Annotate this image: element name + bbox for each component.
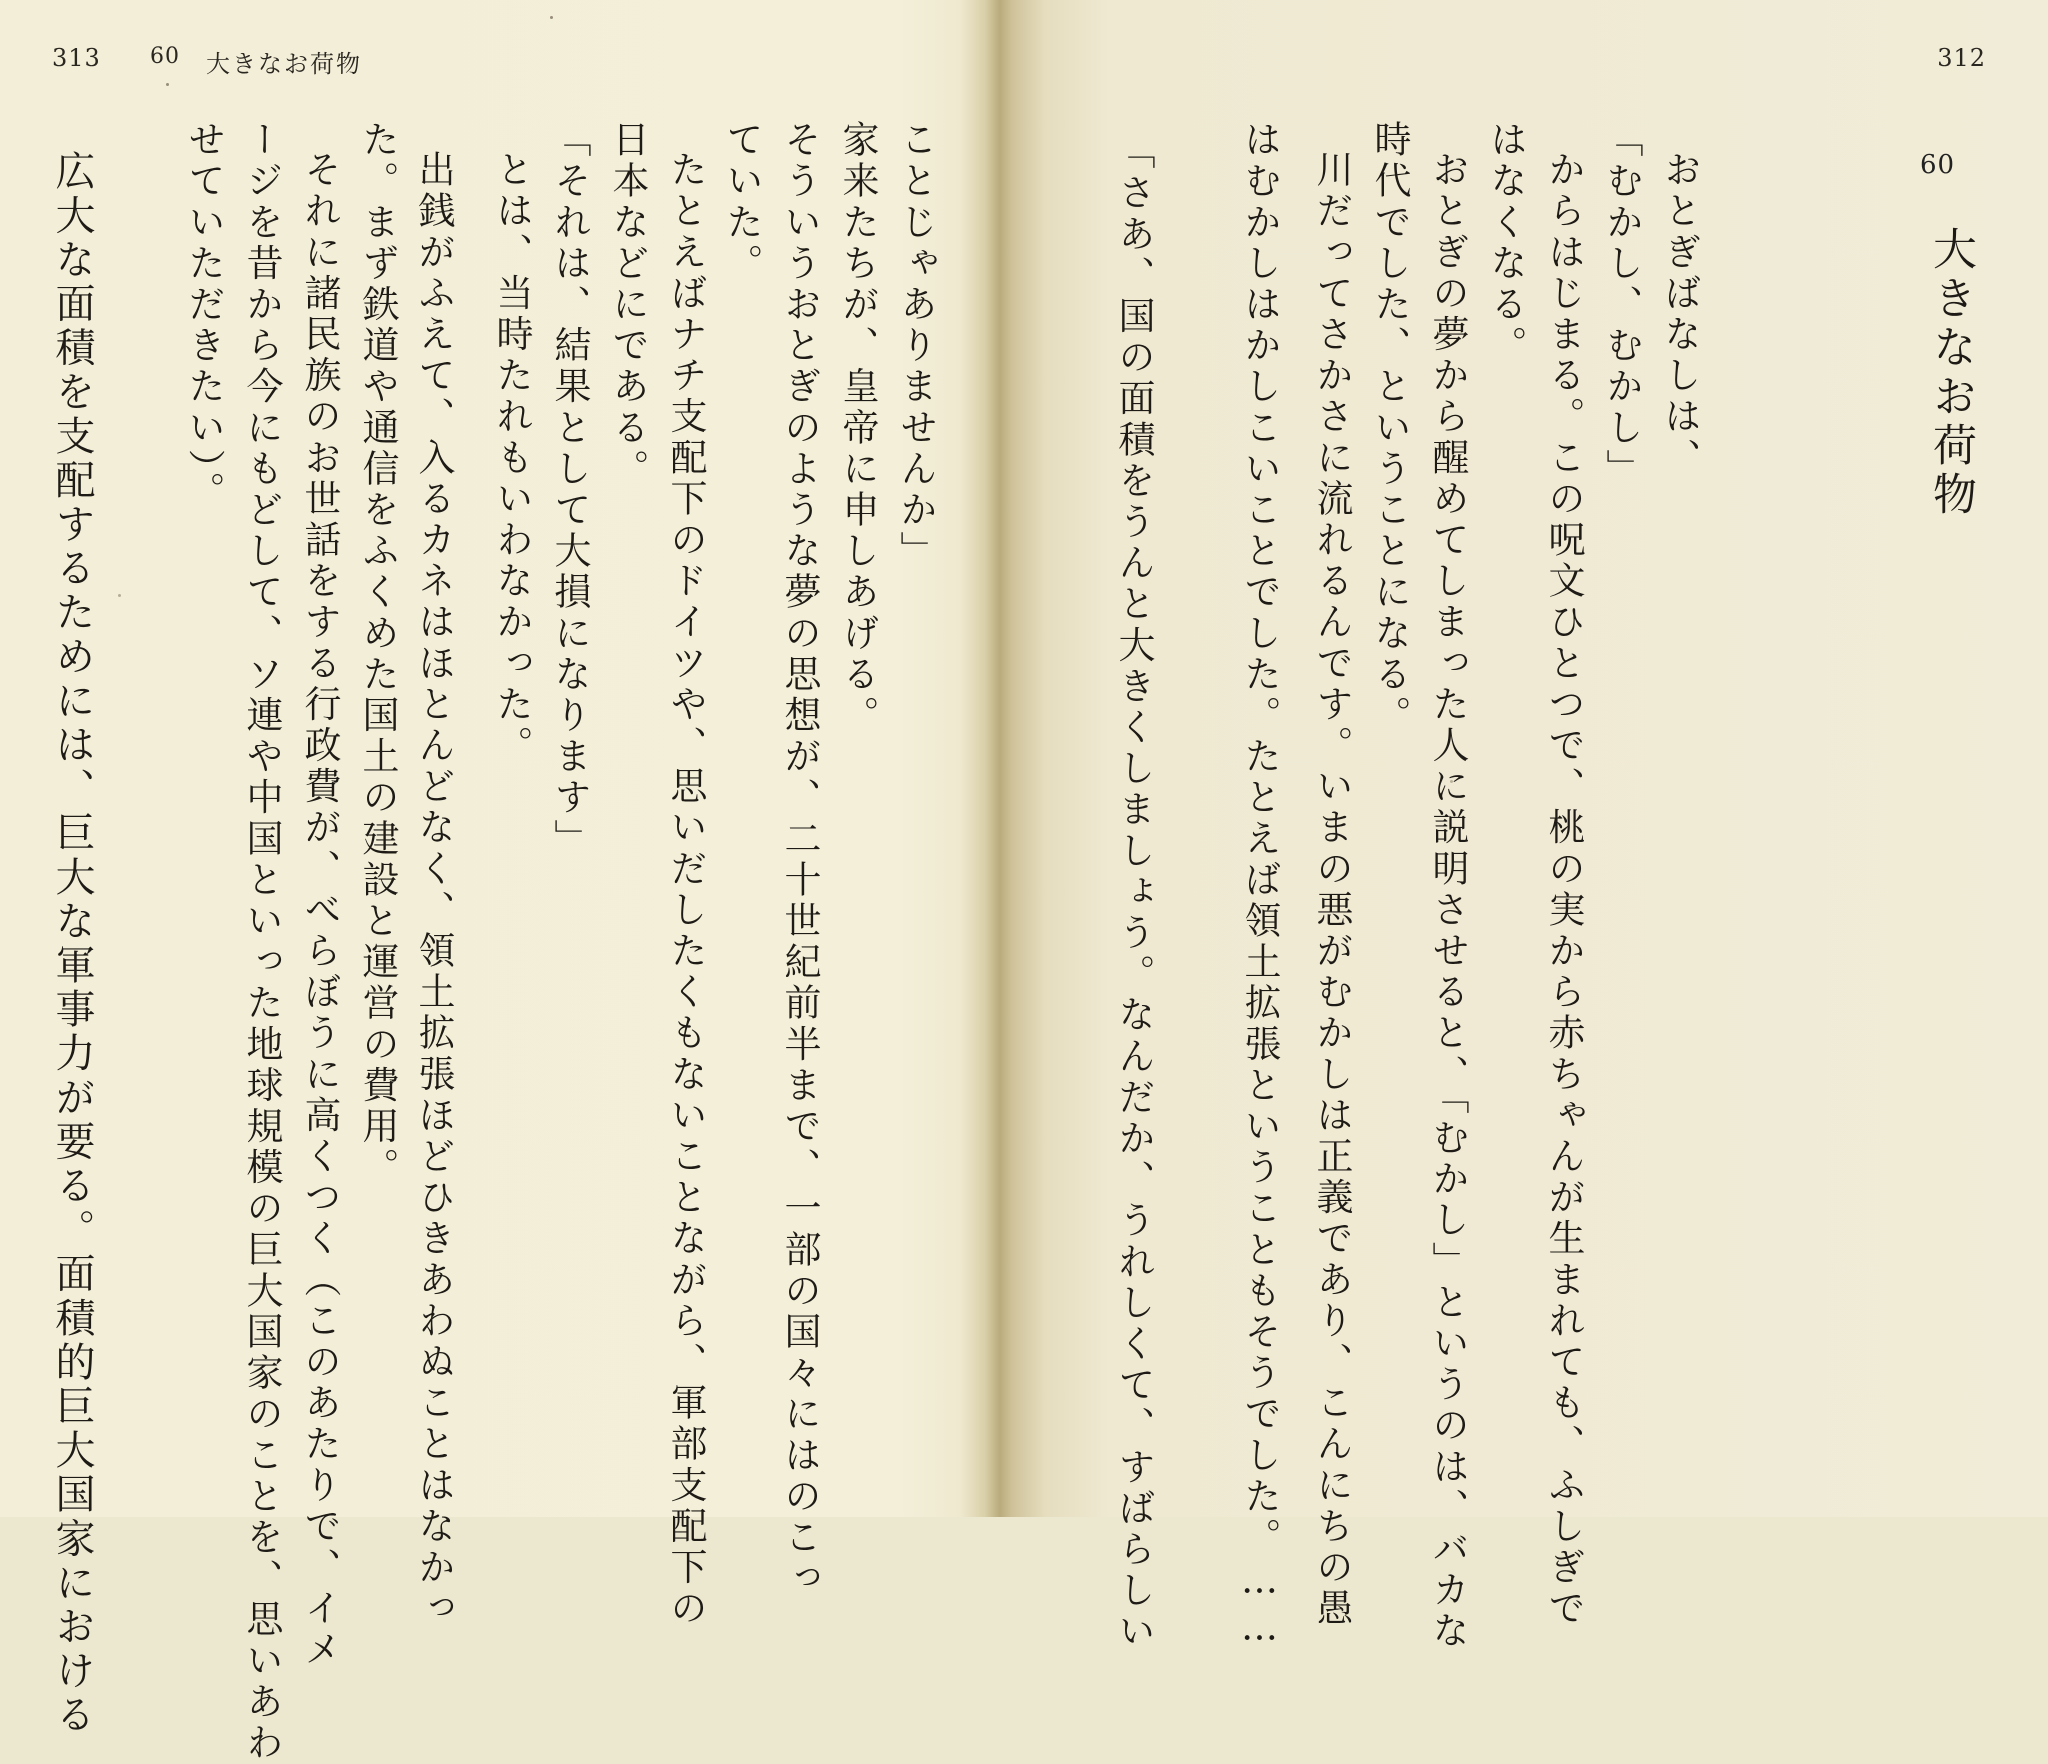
text-column: 家来たちが、皇帝に申しあげる。: [836, 120, 879, 737]
text-column: はむかしはかしこいことでした。たとえば領土拡張ということもそうでした。……: [1238, 120, 1281, 1653]
left-running-chapter-number: 60: [150, 44, 180, 69]
text-column: おとぎばなしは、: [1658, 150, 1701, 479]
scan-speck: [118, 594, 121, 597]
text-column: た。まず鉄道や通信をふくめた国土の建設と運営の費用。: [356, 120, 399, 1189]
left-running-chapter-title: 大きなお荷物: [206, 50, 362, 78]
scan-speck: [550, 16, 553, 19]
text-column: 出銭がふえて、入るカネはほとんどなく、領土拡張ほどひきあわぬことはなかっ: [412, 150, 455, 1630]
text-column: ことじゃありませんか」: [894, 120, 937, 573]
text-column: おとぎの夢から醒めてしまった人に説明させると、「むかし」というのは、バカな: [1426, 150, 1469, 1653]
text-column: せていただきたい）。: [182, 120, 225, 513]
text-column: ージを昔から今にもどして、ソ連や中国といった地球規模の巨大国家のことを、思いあわ: [240, 120, 283, 1764]
text-column: 日本などにである。: [606, 120, 649, 490]
text-column: ていた。: [720, 120, 763, 285]
text-column: 「むかし、むかし」: [1600, 120, 1643, 490]
text-column: からはじまる。この呪文ひとつで、桃の実から赤ちゃんが生まれても、ふしぎで: [1542, 150, 1585, 1630]
chapter-number: 60: [1920, 150, 1956, 180]
text-column: 「それは、結果として大損になります」: [548, 120, 591, 860]
text-column: 広大な面積を支配するためには、巨大な軍事力が要る。面積的巨大国家における: [49, 150, 95, 1738]
text-column: それに諸民族のお世話をする行政費が、べらぼうに高くつく（このあたりで、イメ: [298, 150, 341, 1671]
text-column: 川だってさかさに流れるんです。いまの悪がむかしは正義であり、こんにちの愚: [1310, 150, 1353, 1630]
right-page-number: 312: [1937, 44, 1986, 72]
text-column: 時代でした、ということになる。: [1368, 120, 1411, 737]
text-column: そういうおとぎのような夢の思想が、二十世紀前半まで、一部の国々にはのこっ: [778, 120, 821, 1600]
chapter-title: 大きなお荷物: [1925, 226, 1976, 520]
text-column: たとえばナチ支配下のドイツや、思いだしたくもないことながら、軍部支配下の: [664, 150, 707, 1630]
left-page: [0, 0, 1000, 1764]
text-column: とは、当時たれもいわなかった。: [490, 150, 533, 767]
scan-speck: [166, 83, 169, 86]
text-column: はなくなる。: [1484, 120, 1527, 367]
left-page-number: 313: [52, 44, 101, 72]
text-column: 「さあ、国の面積をうんと大きくしましょう。なんだか、うれしくて、すばらしい: [1112, 132, 1155, 1653]
scan-speck: [1450, 780, 1453, 783]
